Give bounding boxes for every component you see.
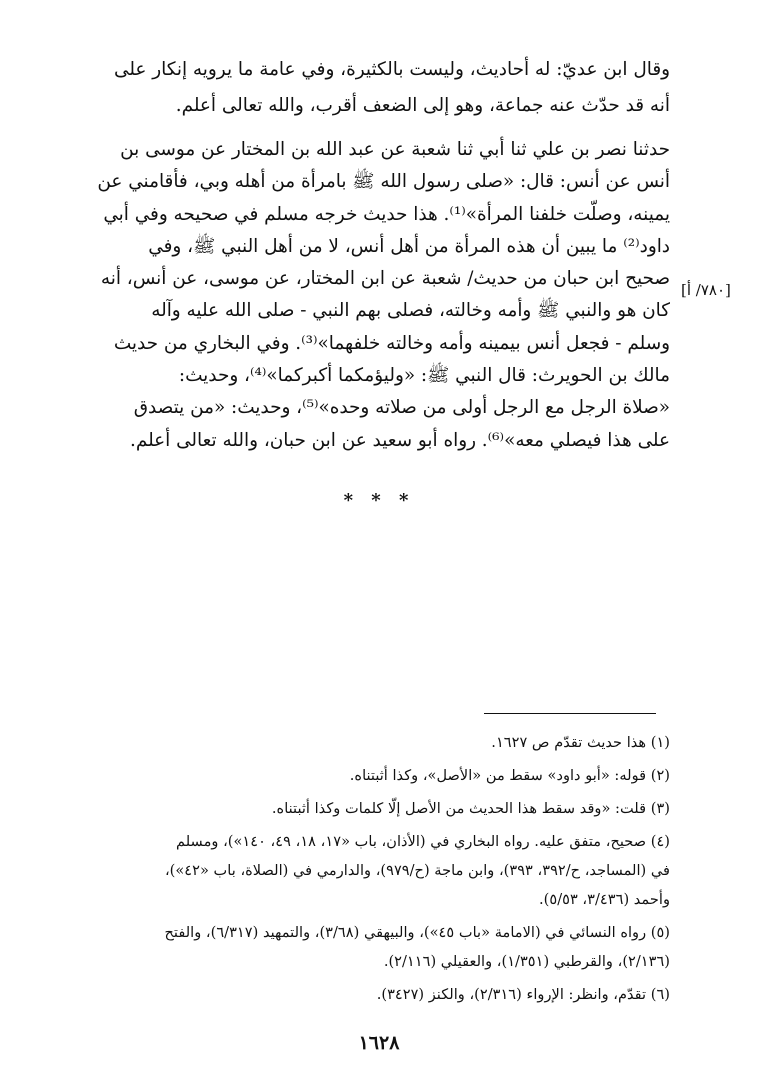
text-line: حدثنا نصر بن علي ثنا أبي ثنا شعبة عن عبد الله بن المختار عن موسى بن bbox=[120, 139, 670, 160]
text-line: وقال ابن عديّ: له أحاديث، وليست بالكثيرة، وفي عامة ما يرويه إنكار على bbox=[113, 59, 670, 80]
footnote-line: وأحمد (٣/٤٣٦، ٥/٥٣). bbox=[539, 891, 670, 908]
footnote bbox=[78, 918, 670, 976]
text-line: على هذا فيصلي معه»⁽⁶⁾. رواه أبو سعيد عن ابن حبان، والله تعالى أعلم. bbox=[129, 429, 670, 451]
footnote bbox=[78, 980, 670, 1009]
footnote-line: (٥) رواه النسائي في (الامامة «باب ٤٥»)، والبيهقي (٣/٦٨)، والتمهيد (٦/٣١٧)، والفتح bbox=[164, 924, 670, 941]
footnote bbox=[78, 728, 670, 757]
section-separator: * * * bbox=[343, 490, 415, 511]
text-line: صحيح ابن حبان من حديث/ شعبة عن ابن المختار، عن موسى، عن أنس، أنه bbox=[100, 268, 670, 290]
text-line: أنه قد حدّث عنه جماعة، وهو إلى الضعف أقرب، والله تعالى أعلم. bbox=[175, 95, 670, 116]
text-line: كان هو والنبي ﷺ وأمه وخالته، فصلى بهم النبي - صلى الله عليه وآله bbox=[151, 300, 670, 322]
footnote-line: (٢) قوله: «أبو داود» سقط من «الأصل»، وكذا أثبتناه. bbox=[349, 767, 670, 784]
text-line: وسلم - فجعل أنس بيمينه وأمه وخالته خلفهما»⁽³⁾. وفي البخاري من حديث bbox=[113, 332, 670, 354]
manuscript-folio-marker: [٧٨٠/ أ] bbox=[681, 281, 731, 299]
text-line: يمينه، وصلّت خلفنا المرأة»⁽¹⁾. هذا حديث خرجه مسلم في صحيحه وفي أبي bbox=[103, 203, 670, 225]
text-line: مالك بن الحويرث: قال النبي ﷺ: «وليؤمكما أكبركما»⁽⁴⁾، وحديث: bbox=[178, 365, 670, 387]
footnote bbox=[78, 827, 670, 914]
text-line: داود⁽²⁾ ما يبين أن هذه المرأة من أهل أنس، لا من أهل النبي ﷺ، وفي bbox=[148, 235, 670, 257]
text-line: «صلاة الرجل مع الرجل أولى من صلاته وحده»⁽⁵⁾، وحديث: «من يتصدق bbox=[133, 397, 670, 419]
footnote-line: (٢/١٣٦)، والقرطبي (١/٣٥١)، والعقيلي (٢/١١٦). bbox=[383, 953, 670, 970]
footnote bbox=[78, 794, 670, 823]
footnote-line: (٣) قلت: «وقد سقط هذا الحديث من الأصل إلّا كلمات وكذا أثبتناه. bbox=[271, 800, 670, 817]
footnote-divider bbox=[484, 713, 656, 714]
footnote bbox=[78, 761, 670, 790]
paragraph-2 bbox=[78, 134, 670, 457]
footnote-line: في (المساجد، ح/٣٩٢، ٣٩٣)، وابن ماجة (ح/٩٧٩)، والدارمي في (الصلاة، باب «٤٢»)، bbox=[164, 862, 670, 879]
footnote-line: (٦) تقدّم، وانظر: الإرواء (٢/٣١٦)، والكنز (٣٤٢٧). bbox=[376, 986, 670, 1003]
paragraph-1 bbox=[78, 52, 670, 124]
footnote-line: (١) هذا حديث تقدّم ص ١٦٢٧. bbox=[491, 734, 670, 751]
footnotes bbox=[78, 728, 670, 1013]
footnote-line: (٤) صحيح، متفق عليه. رواه البخاري في (الأذان، باب «١٧، ١٨، ٤٩، ١٤٠»)، ومسلم bbox=[176, 833, 670, 850]
text-line: أنس عن أنس: قال: «صلى رسول الله ﷺ بامرأة من أهله وبي، فأقامني عن bbox=[97, 171, 670, 193]
page-number: ١٦٢٨ bbox=[358, 1032, 400, 1054]
